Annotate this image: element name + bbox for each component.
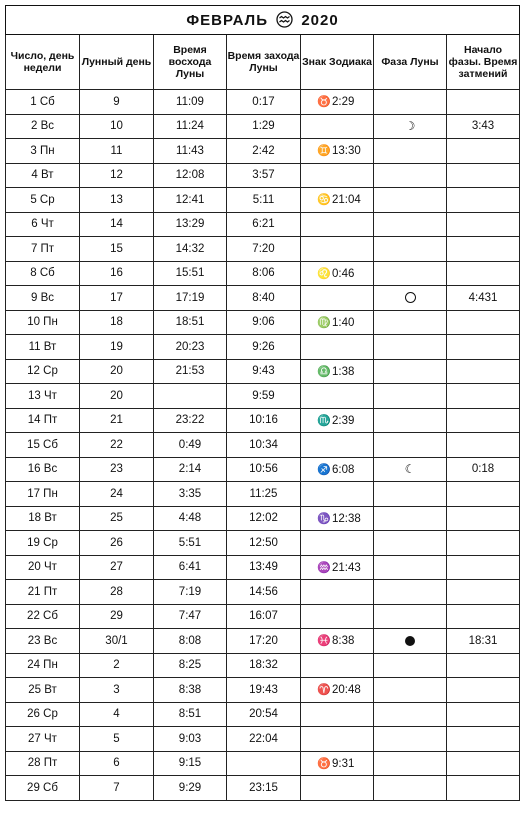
- phase-time-cell: [447, 751, 520, 776]
- virgo-zodiac-icon: ♍: [317, 316, 331, 329]
- header-date: Число, день недели: [6, 35, 80, 90]
- phase-cell: [374, 678, 447, 703]
- moonset-cell: [227, 751, 301, 776]
- lunar-day-cell: 9: [80, 90, 154, 115]
- date-cell: 10 Пн: [6, 310, 80, 335]
- zodiac-time: 13:30: [332, 145, 361, 158]
- lunar-day-cell: 3: [80, 678, 154, 703]
- moonset-cell: 18:32: [227, 653, 301, 678]
- table-row: [6, 531, 520, 556]
- zodiac-cell: [301, 653, 374, 678]
- phase-cell: [374, 506, 447, 531]
- new-moon-icon: [405, 636, 415, 646]
- zodiac-cell: [301, 212, 374, 237]
- table-row: [6, 604, 520, 629]
- sagittarius-zodiac-icon: ♐: [317, 463, 331, 476]
- zodiac-time: 1:40: [332, 316, 355, 329]
- phase-time-cell: [447, 555, 520, 580]
- zodiac-cell: [301, 531, 374, 556]
- moonrise-cell: 8:38: [154, 678, 227, 703]
- date-cell: 28 Пт: [6, 751, 80, 776]
- moonset-cell: 12:02: [227, 506, 301, 531]
- moonrise-cell: 9:03: [154, 727, 227, 752]
- moonset-cell: 10:34: [227, 433, 301, 458]
- date-cell: 13 Чт: [6, 384, 80, 409]
- lunar-day-cell: 23: [80, 457, 154, 482]
- full-moon-icon: [405, 292, 416, 303]
- table-row: [6, 776, 520, 801]
- leo-zodiac-icon: ♌: [317, 267, 331, 280]
- lunar-day-cell: 20: [80, 359, 154, 384]
- date-cell: 9 Вс: [6, 286, 80, 311]
- table-row: [6, 163, 520, 188]
- moonrise-cell: 13:29: [154, 212, 227, 237]
- zodiac-time: 6:08: [332, 463, 355, 476]
- date-cell: 4 Вт: [6, 163, 80, 188]
- moonrise-cell: 20:23: [154, 335, 227, 360]
- phase-cell: [374, 359, 447, 384]
- phase-cell: [374, 335, 447, 360]
- moonset-cell: 23:15: [227, 776, 301, 801]
- phase-time-cell: [447, 702, 520, 727]
- date-cell: 1 Сб: [6, 90, 80, 115]
- lunar-day-cell: 11: [80, 139, 154, 164]
- phase-time-cell: [447, 482, 520, 507]
- phase-cell: [374, 408, 447, 433]
- moonset-cell: 10:16: [227, 408, 301, 433]
- month-name: ФЕВРАЛЬ: [186, 12, 268, 29]
- moonrise-cell: 9:15: [154, 751, 227, 776]
- table-row: [6, 678, 520, 703]
- moonrise-cell: 6:41: [154, 555, 227, 580]
- zodiac-time: 21:43: [332, 561, 361, 574]
- phase-time-cell: 3:43: [447, 114, 520, 139]
- zodiac-time: 0:46: [332, 267, 355, 280]
- lunar-day-cell: 27: [80, 555, 154, 580]
- zodiac-cell: [301, 751, 374, 776]
- phase-cell: [374, 261, 447, 286]
- phase-cell: [374, 580, 447, 605]
- gemini-zodiac-icon: ♊: [317, 145, 331, 158]
- table-row: [6, 261, 520, 286]
- moonrise-cell: 23:22: [154, 408, 227, 433]
- lunar-day-cell: 15: [80, 237, 154, 262]
- lunar-day-cell: 5: [80, 727, 154, 752]
- date-cell: 25 Вт: [6, 678, 80, 703]
- phase-cell: [374, 90, 447, 115]
- phase-cell: [374, 555, 447, 580]
- phase-time-cell: [447, 604, 520, 629]
- moonset-cell: 20:54: [227, 702, 301, 727]
- table-row: [6, 580, 520, 605]
- date-cell: 21 Пт: [6, 580, 80, 605]
- cancer-zodiac-icon: ♋: [317, 194, 331, 207]
- table-row: [6, 482, 520, 507]
- table-row: [6, 335, 520, 360]
- table-row: [6, 310, 520, 335]
- zodiac-cell: [301, 727, 374, 752]
- phase-time-cell: [447, 237, 520, 262]
- lunar-day-cell: 26: [80, 531, 154, 556]
- table-row: [6, 629, 520, 654]
- phase-time-cell: [447, 139, 520, 164]
- header-phase: Фаза Луны: [374, 35, 447, 90]
- moonrise-cell: 17:19: [154, 286, 227, 311]
- zodiac-cell: [301, 580, 374, 605]
- moonrise-cell: 11:09: [154, 90, 227, 115]
- moonset-cell: 5:11: [227, 188, 301, 213]
- lunar-day-cell: 22: [80, 433, 154, 458]
- date-cell: 16 Вс: [6, 457, 80, 482]
- zodiac-time: 2:39: [332, 414, 355, 427]
- phase-cell: [374, 310, 447, 335]
- phase-time-cell: [447, 310, 520, 335]
- lunar-day-cell: 7: [80, 776, 154, 801]
- moonset-cell: 16:07: [227, 604, 301, 629]
- phase-cell: [374, 751, 447, 776]
- pisces-zodiac-icon: ♓: [317, 635, 331, 648]
- phase-time-cell: [447, 90, 520, 115]
- zodiac-cell: [301, 261, 374, 286]
- zodiac-cell: [301, 335, 374, 360]
- header-zodiac: Знак Зодиака: [301, 35, 374, 90]
- last-quarter-moon-icon: ☾: [404, 462, 416, 477]
- table-row: [6, 114, 520, 139]
- zodiac-cell: [301, 482, 374, 507]
- table-row: [6, 457, 520, 482]
- moonset-cell: 9:43: [227, 359, 301, 384]
- zodiac-cell: [301, 457, 374, 482]
- moonset-cell: 3:57: [227, 163, 301, 188]
- lunar-day-cell: 25: [80, 506, 154, 531]
- header-moonset: Время захода Луны: [227, 35, 301, 90]
- zodiac-time: 12:38: [332, 512, 361, 525]
- phase-time-cell: [447, 261, 520, 286]
- table-row: [6, 90, 520, 115]
- phase-cell: [374, 188, 447, 213]
- phase-time-cell: [447, 433, 520, 458]
- moonset-cell: 22:04: [227, 727, 301, 752]
- zodiac-cell: [301, 359, 374, 384]
- zodiac-time: 8:38: [332, 635, 355, 648]
- moonrise-cell: 8:51: [154, 702, 227, 727]
- moonset-cell: 11:25: [227, 482, 301, 507]
- date-cell: 6 Чт: [6, 212, 80, 237]
- table-row: [6, 384, 520, 409]
- moonset-cell: 14:56: [227, 580, 301, 605]
- date-cell: 2 Вс: [6, 114, 80, 139]
- date-cell: 14 Пт: [6, 408, 80, 433]
- date-cell: 11 Вт: [6, 335, 80, 360]
- moonset-cell: 0:17: [227, 90, 301, 115]
- zodiac-cell: [301, 629, 374, 654]
- moonset-cell: 2:42: [227, 139, 301, 164]
- zodiac-cell: [301, 678, 374, 703]
- moonrise-cell: 7:47: [154, 604, 227, 629]
- moonrise-cell: 11:24: [154, 114, 227, 139]
- aquarius-zodiac-icon: [276, 11, 293, 28]
- date-cell: 26 Ср: [6, 702, 80, 727]
- moonrise-cell: 21:53: [154, 359, 227, 384]
- moonrise-cell: 18:51: [154, 310, 227, 335]
- table-row: [6, 751, 520, 776]
- moonrise-cell: 9:29: [154, 776, 227, 801]
- date-cell: 19 Ср: [6, 531, 80, 556]
- zodiac-cell: [301, 90, 374, 115]
- date-cell: 8 Сб: [6, 261, 80, 286]
- lunar-day-cell: 10: [80, 114, 154, 139]
- phase-time-cell: [447, 678, 520, 703]
- phase-cell: [374, 727, 447, 752]
- zodiac-time: 9:31: [332, 757, 355, 770]
- calendar-rows: [6, 90, 520, 801]
- moonrise-cell: [154, 384, 227, 409]
- moonrise-cell: 12:08: [154, 163, 227, 188]
- table-row: [6, 139, 520, 164]
- lunar-day-cell: 19: [80, 335, 154, 360]
- date-cell: 5 Ср: [6, 188, 80, 213]
- table-row: [6, 359, 520, 384]
- moonrise-cell: 7:19: [154, 580, 227, 605]
- date-cell: 3 Пн: [6, 139, 80, 164]
- moonrise-cell: 3:35: [154, 482, 227, 507]
- lunar-day-cell: 14: [80, 212, 154, 237]
- moonset-cell: 13:49: [227, 555, 301, 580]
- lunar-day-cell: 18: [80, 310, 154, 335]
- phase-time-cell: [447, 335, 520, 360]
- taurus-zodiac-icon: ♉: [317, 757, 331, 770]
- moonset-cell: 10:56: [227, 457, 301, 482]
- date-cell: 22 Сб: [6, 604, 80, 629]
- zodiac-cell: [301, 286, 374, 311]
- zodiac-cell: [301, 163, 374, 188]
- phase-cell: [374, 212, 447, 237]
- lunar-day-cell: 6: [80, 751, 154, 776]
- zodiac-cell: [301, 139, 374, 164]
- aquarius-zodiac-icon: ♒: [317, 561, 331, 574]
- moonset-cell: 6:21: [227, 212, 301, 237]
- zodiac-time: 20:48: [332, 684, 361, 697]
- header-phase-time: Начало фазы. Время затмений: [447, 35, 520, 90]
- date-cell: 18 Вт: [6, 506, 80, 531]
- table-row: [6, 653, 520, 678]
- moonrise-cell: 8:25: [154, 653, 227, 678]
- scorpio-zodiac-icon: ♏: [317, 414, 331, 427]
- phase-time-cell: [447, 653, 520, 678]
- moonrise-cell: 4:48: [154, 506, 227, 531]
- capricorn-zodiac-icon: ♑: [317, 512, 331, 525]
- moonset-cell: 17:20: [227, 629, 301, 654]
- phase-cell: [374, 629, 447, 654]
- lunar-day-cell: 17: [80, 286, 154, 311]
- moonset-cell: 8:40: [227, 286, 301, 311]
- phase-cell: [374, 286, 447, 311]
- moonset-cell: 1:29: [227, 114, 301, 139]
- table-row: [6, 433, 520, 458]
- zodiac-cell: [301, 237, 374, 262]
- table-row: [6, 188, 520, 213]
- date-cell: 24 Пн: [6, 653, 80, 678]
- phase-time-cell: [447, 506, 520, 531]
- phase-cell: [374, 237, 447, 262]
- moonrise-cell: 14:32: [154, 237, 227, 262]
- phase-cell: [374, 114, 447, 139]
- date-cell: 27 Чт: [6, 727, 80, 752]
- zodiac-cell: [301, 114, 374, 139]
- table-row: [6, 506, 520, 531]
- lunar-day-cell: 12: [80, 163, 154, 188]
- date-cell: 29 Сб: [6, 776, 80, 801]
- lunar-day-cell: 20: [80, 384, 154, 409]
- phase-time-cell: 18:31: [447, 629, 520, 654]
- phase-cell: [374, 163, 447, 188]
- table-row: [6, 237, 520, 262]
- lunar-day-cell: 4: [80, 702, 154, 727]
- lunar-calendar-table: [5, 5, 520, 801]
- table-row: [6, 286, 520, 311]
- phase-cell: [374, 702, 447, 727]
- moonrise-cell: 0:49: [154, 433, 227, 458]
- aries-zodiac-icon: ♈: [317, 684, 331, 697]
- moonset-cell: 8:06: [227, 261, 301, 286]
- calendar-title: [6, 6, 520, 35]
- zodiac-time: 1:38: [332, 365, 355, 378]
- phase-time-cell: [447, 359, 520, 384]
- phase-time-cell: [447, 727, 520, 752]
- phase-time-cell: [447, 580, 520, 605]
- phase-cell: [374, 604, 447, 629]
- zodiac-cell: [301, 555, 374, 580]
- zodiac-cell: [301, 188, 374, 213]
- moonrise-cell: 5:51: [154, 531, 227, 556]
- table-row: [6, 408, 520, 433]
- phase-cell: [374, 653, 447, 678]
- lunar-day-cell: 29: [80, 604, 154, 629]
- date-cell: 20 Чт: [6, 555, 80, 580]
- phase-cell: [374, 457, 447, 482]
- zodiac-time: 21:04: [332, 194, 361, 207]
- zodiac-cell: [301, 702, 374, 727]
- moonrise-cell: 2:14: [154, 457, 227, 482]
- zodiac-time: 2:29: [332, 96, 355, 109]
- phase-cell: [374, 482, 447, 507]
- moonset-cell: 9:59: [227, 384, 301, 409]
- zodiac-cell: [301, 408, 374, 433]
- header-moonrise: Время восхода Луны: [154, 35, 227, 90]
- moonrise-cell: 15:51: [154, 261, 227, 286]
- date-cell: 17 Пн: [6, 482, 80, 507]
- phase-cell: [374, 531, 447, 556]
- moonset-cell: 7:20: [227, 237, 301, 262]
- lunar-day-cell: 21: [80, 408, 154, 433]
- lunar-day-cell: 28: [80, 580, 154, 605]
- date-cell: 7 Пт: [6, 237, 80, 262]
- moonrise-cell: 12:41: [154, 188, 227, 213]
- zodiac-cell: [301, 433, 374, 458]
- lunar-day-cell: 16: [80, 261, 154, 286]
- phase-time-cell: [447, 163, 520, 188]
- zodiac-cell: [301, 506, 374, 531]
- table-row: [6, 702, 520, 727]
- phase-time-cell: [447, 531, 520, 556]
- lunar-day-cell: 24: [80, 482, 154, 507]
- phase-cell: [374, 776, 447, 801]
- zodiac-cell: [301, 604, 374, 629]
- header-lunar-day: Лунный день: [80, 35, 154, 90]
- phase-time-cell: [447, 776, 520, 801]
- phase-time-cell: [447, 408, 520, 433]
- lunar-calendar-sheet: [5, 5, 519, 801]
- table-row: [6, 212, 520, 237]
- date-cell: 12 Ср: [6, 359, 80, 384]
- first-quarter-moon-icon: ☽: [404, 119, 416, 134]
- lunar-day-cell: 2: [80, 653, 154, 678]
- zodiac-cell: [301, 310, 374, 335]
- taurus-zodiac-icon: ♉: [317, 96, 331, 109]
- phase-cell: [374, 433, 447, 458]
- moonset-cell: 12:50: [227, 531, 301, 556]
- moonrise-cell: 11:43: [154, 139, 227, 164]
- year: 2020: [301, 12, 339, 29]
- phase-time-cell: [447, 384, 520, 409]
- zodiac-cell: [301, 776, 374, 801]
- phase-cell: [374, 384, 447, 409]
- zodiac-cell: [301, 384, 374, 409]
- phase-time-cell: [447, 212, 520, 237]
- moonset-cell: 9:26: [227, 335, 301, 360]
- moonset-cell: 19:43: [227, 678, 301, 703]
- phase-time-cell: [447, 188, 520, 213]
- table-row: [6, 555, 520, 580]
- libra-zodiac-icon: ♎: [317, 365, 331, 378]
- date-cell: 15 Сб: [6, 433, 80, 458]
- date-cell: 23 Вс: [6, 629, 80, 654]
- phase-time-cell: 4:431: [447, 286, 520, 311]
- moonset-cell: 9:06: [227, 310, 301, 335]
- lunar-day-cell: 13: [80, 188, 154, 213]
- phase-cell: [374, 139, 447, 164]
- lunar-day-cell: 30/1: [80, 629, 154, 654]
- column-headers: [6, 35, 520, 90]
- table-row: [6, 727, 520, 752]
- phase-time-cell: 0:18: [447, 457, 520, 482]
- moonrise-cell: 8:08: [154, 629, 227, 654]
